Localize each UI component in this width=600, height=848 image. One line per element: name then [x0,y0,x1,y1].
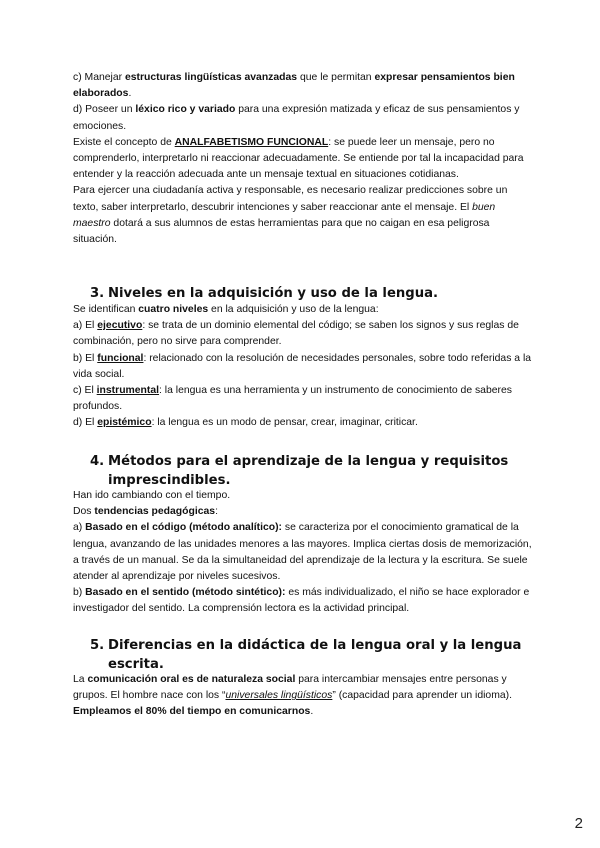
intro-block [73,70,535,248]
section4-line1: Han ido cambiando con el tiempo. [73,490,231,501]
section3-heading: 3. Niveles en la adquisición y uso de la lengua. [90,286,439,301]
section5-body [73,672,535,721]
method-sintetico: b) Basado en el sentido (método sintético): es más individualizado, el niño se hace explorador e investigador del sentido. La comprensión lectora es la actividad principal. [73,587,530,615]
section3-intro: Se identifican cuatro niveles en la adquisición y uso de la lengua: [73,304,379,315]
section4-heading: 4. Métodos para el aprendizaje de la lengua y requisitos imprescindibles. [90,454,509,488]
section4-line2: Dos tendencias pedagógicas: [73,506,218,518]
level-item: b) El funcional: relacionado con la resolución de necesidades personales, sobre todo referidas a la vida social. [73,352,532,380]
section5-paragraph: La comunicación oral es de naturaleza social para intercambiar mensajes entre personas y grupos. El hombre nace con los “universales lingüísticos” (capacidad para aprender un idioma). Empleamos el 80% del tiempo en comunicarnos. [73,674,512,718]
ciudadania-paragraph: Para ejercer una ciudadanía activa y responsable, es necesario realizar predicciones sobre un texto, saber interpretarlo, descubrir intenciones y saber reaccionar ante el mensaje. El buen maestro dotará a sus alumnos de estas herramientas para que no caigan en esa peligrosa situación. [73,185,508,246]
item-c: c) Manejar estructuras lingüísticas avanzadas que le permitan expresar pensamientos bien elaborados. [73,72,515,100]
level-item: c) El instrumental: la lengua es una herramienta y un instrumento de conocimiento de saberes profundos. [73,385,512,413]
item-d: d) Poseer un léxico rico y variado para una expresión matizada y eficaz de sus pensamientos y emociones. [73,104,520,132]
analfabetismo-paragraph: Existe el concepto de ANALFABETISMO FUNCIONAL: se puede leer un mensaje, pero no comprenderlo, interpretarlo ni reaccionar adecuadamente. Se entiende por tal la incapacidad para entender y la reacción adecuada ante un mensaje textual en situaciones cotidianas. [73,136,524,181]
method-analitico: a) Basado en el código (método analítico): se caracteriza por el conocimiento gramatical de la lengua, avanzando de las unidades menores a las mayores. Implica ciertas dosis de memorización, a través de un manual. Se da la simultaneidad del aprendizaje de la lectura y la escritura. Se suele atender al aprendizaje por niveles sucesivos. [73,522,532,583]
level-item: a) El ejecutivo: se trata de un dominio elemental del código; se saben los signos y sus reglas de combinación, pero no sirve para comprender. [73,320,519,348]
page-number: 2 [574,815,583,832]
section5-heading: 5. Diferencias en la didáctica de la lengua oral y la lengua escrita. [90,638,522,672]
level-item: d) El epistémico: la lengua es un modo de pensar, crear, imaginar, criticar. [73,417,418,429]
section3-body [73,302,535,432]
section4-body [73,488,535,618]
